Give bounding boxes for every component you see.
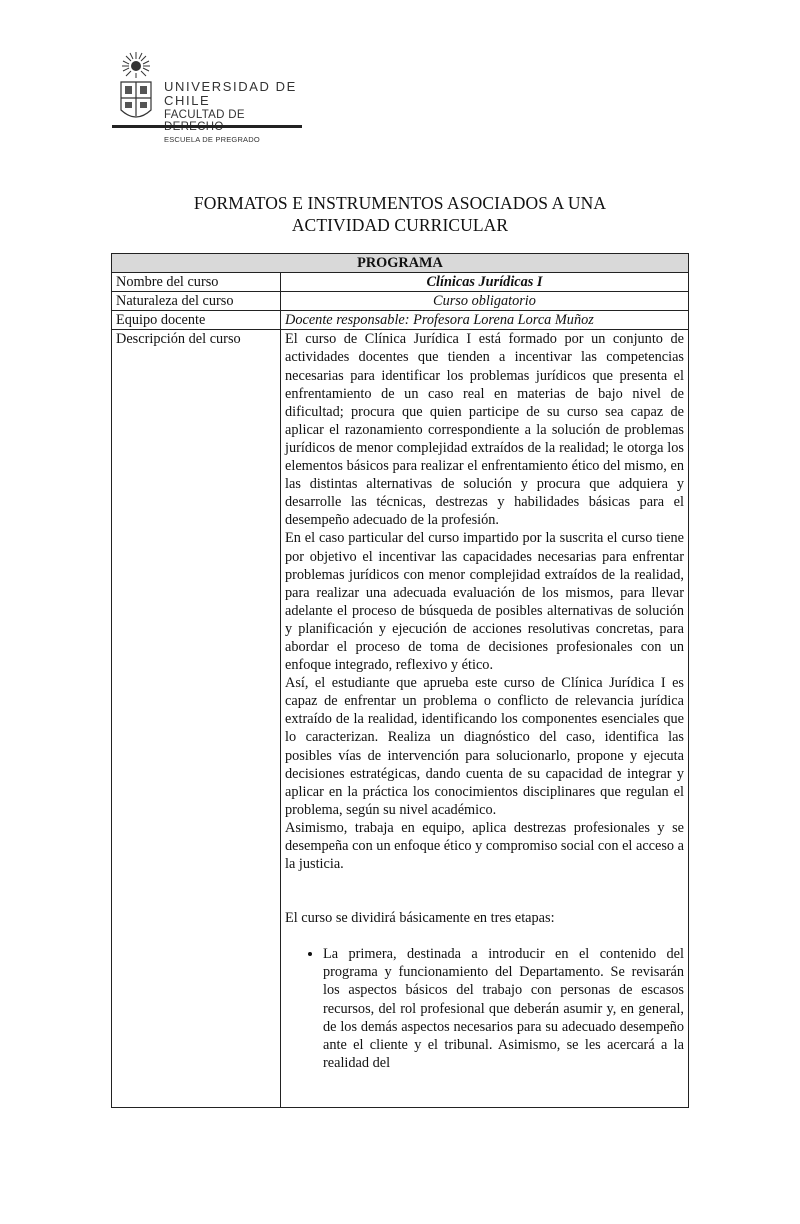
description-paragraph: En el caso particular del curso impartido por la suscrita el curso tiene por objetivo el incentivar las capacidades necesarias para enfrentar problemas jurídicos con menor complejidad extraídos de la realidad, para realizar una adecuada evaluación de los mismos, para llevar adelante el proceso de búsqueda de posibles alternativas de solución y planificación y ejecución de acciones resolutivas concretas, para abordar el proceso de toma de decisiones profesionales con un enfoque integrado, reflexivo y ético. — [285, 530, 684, 674]
letterhead — [112, 50, 302, 145]
stages-intro: El curso se dividirá básicamente en tres etapas: — [285, 910, 555, 927]
table-row — [112, 273, 689, 292]
list-item: • La primera, destinada a introducir en el contenido del programa y funcionamiento del Departamento. Se revisarán los aspectos básicos del trabajo con personas de escasos recursos, del rol profesional que deberán asumir y, en general, de los demás aspectos necesarios para su adecuado desempeño ante el cliente y el tribunal. Asimismo, se les acercará a la realidad del — [323, 945, 684, 1072]
table-header-row — [112, 254, 689, 273]
document-title — [110, 192, 690, 236]
course-name-value: Clínicas Jurídicas I — [281, 273, 689, 292]
program-table — [111, 253, 689, 1108]
course-nature-value: Curso obligatorio — [281, 292, 689, 311]
institution-name — [164, 80, 302, 144]
university-name: UNIVERSIDAD DE CHILE — [164, 79, 297, 108]
table-row — [112, 311, 689, 330]
description-paragraph: El curso de Clínica Jurídica I está formado por un conjunto de actividades docentes que tienden a incentivar las competencias necesarias para identificar los problemas jurídicos que presenta el enfrentamiento de un caso real en materias de bajo nivel de dificultad; procura que quien participe de su curso sea capaz de aplicar el razonamiento correspondiente a la solución de problemas jurídicos de menor complejidad extraídos de la realidad; le otorga los elementos básicos para realizar el enfrentamiento ético del mismo, en las distintas alternativas de solución y procura que adquiera y desarrolle las técnicas, destrezas y habilidades básicas para el desempeño adecuado de la profesión. — [285, 331, 684, 529]
stages-list — [285, 945, 684, 1072]
description-paragraph: Asimismo, trabaja en equipo, aplica destrezas profesionales y se desempeña con un enfoque ético y compromiso social con el acceso a la justicia. — [285, 819, 684, 873]
document-title-line-1: FORMATOS E INSTRUMENTOS ASOCIADOS A UNA — [193, 193, 607, 213]
course-name-label: Nombre del curso — [112, 273, 281, 292]
table-row — [112, 330, 689, 1108]
section-heading: PROGRAMA — [112, 254, 689, 273]
teaching-team-value: Docente responsable: Profesora Lorena Lorca Muñoz — [281, 311, 689, 330]
course-nature-label: Naturaleza del curso — [112, 292, 281, 311]
faculty-name: FACULTAD DE — [164, 109, 245, 122]
description-paragraph: Así, el estudiante que aprueba este curso de Clínica Jurídica I es capaz de enfrentar un problema o conflicto de relevancia jurídica extraído de la realidad, identificando los componentes esenciales que lo caracterizan. Realiza un diagnóstico del caso, identifica las posibles vías de intervención para solucionarlo, propone y ejecuta decisiones estratégicas, dando cuenta de su capacidad de integrar y aplicar en la práctica los conocimientos disciplinares que regulan el problema, según su nivel académico. — [285, 675, 684, 818]
spacer — [285, 927, 684, 945]
course-description-label: Descripción del curso — [112, 330, 281, 1108]
teaching-team-label: Equipo docente — [112, 311, 281, 330]
school-name: ESCUELA DE PREGRADO — [164, 135, 260, 145]
header-divider — [112, 125, 302, 128]
table-row — [112, 292, 689, 311]
university-crest-icon — [118, 50, 154, 126]
course-description-value — [281, 330, 689, 1108]
document-title-line-2: ACTIVIDAD CURRICULAR — [291, 215, 509, 235]
spacer — [285, 873, 684, 909]
